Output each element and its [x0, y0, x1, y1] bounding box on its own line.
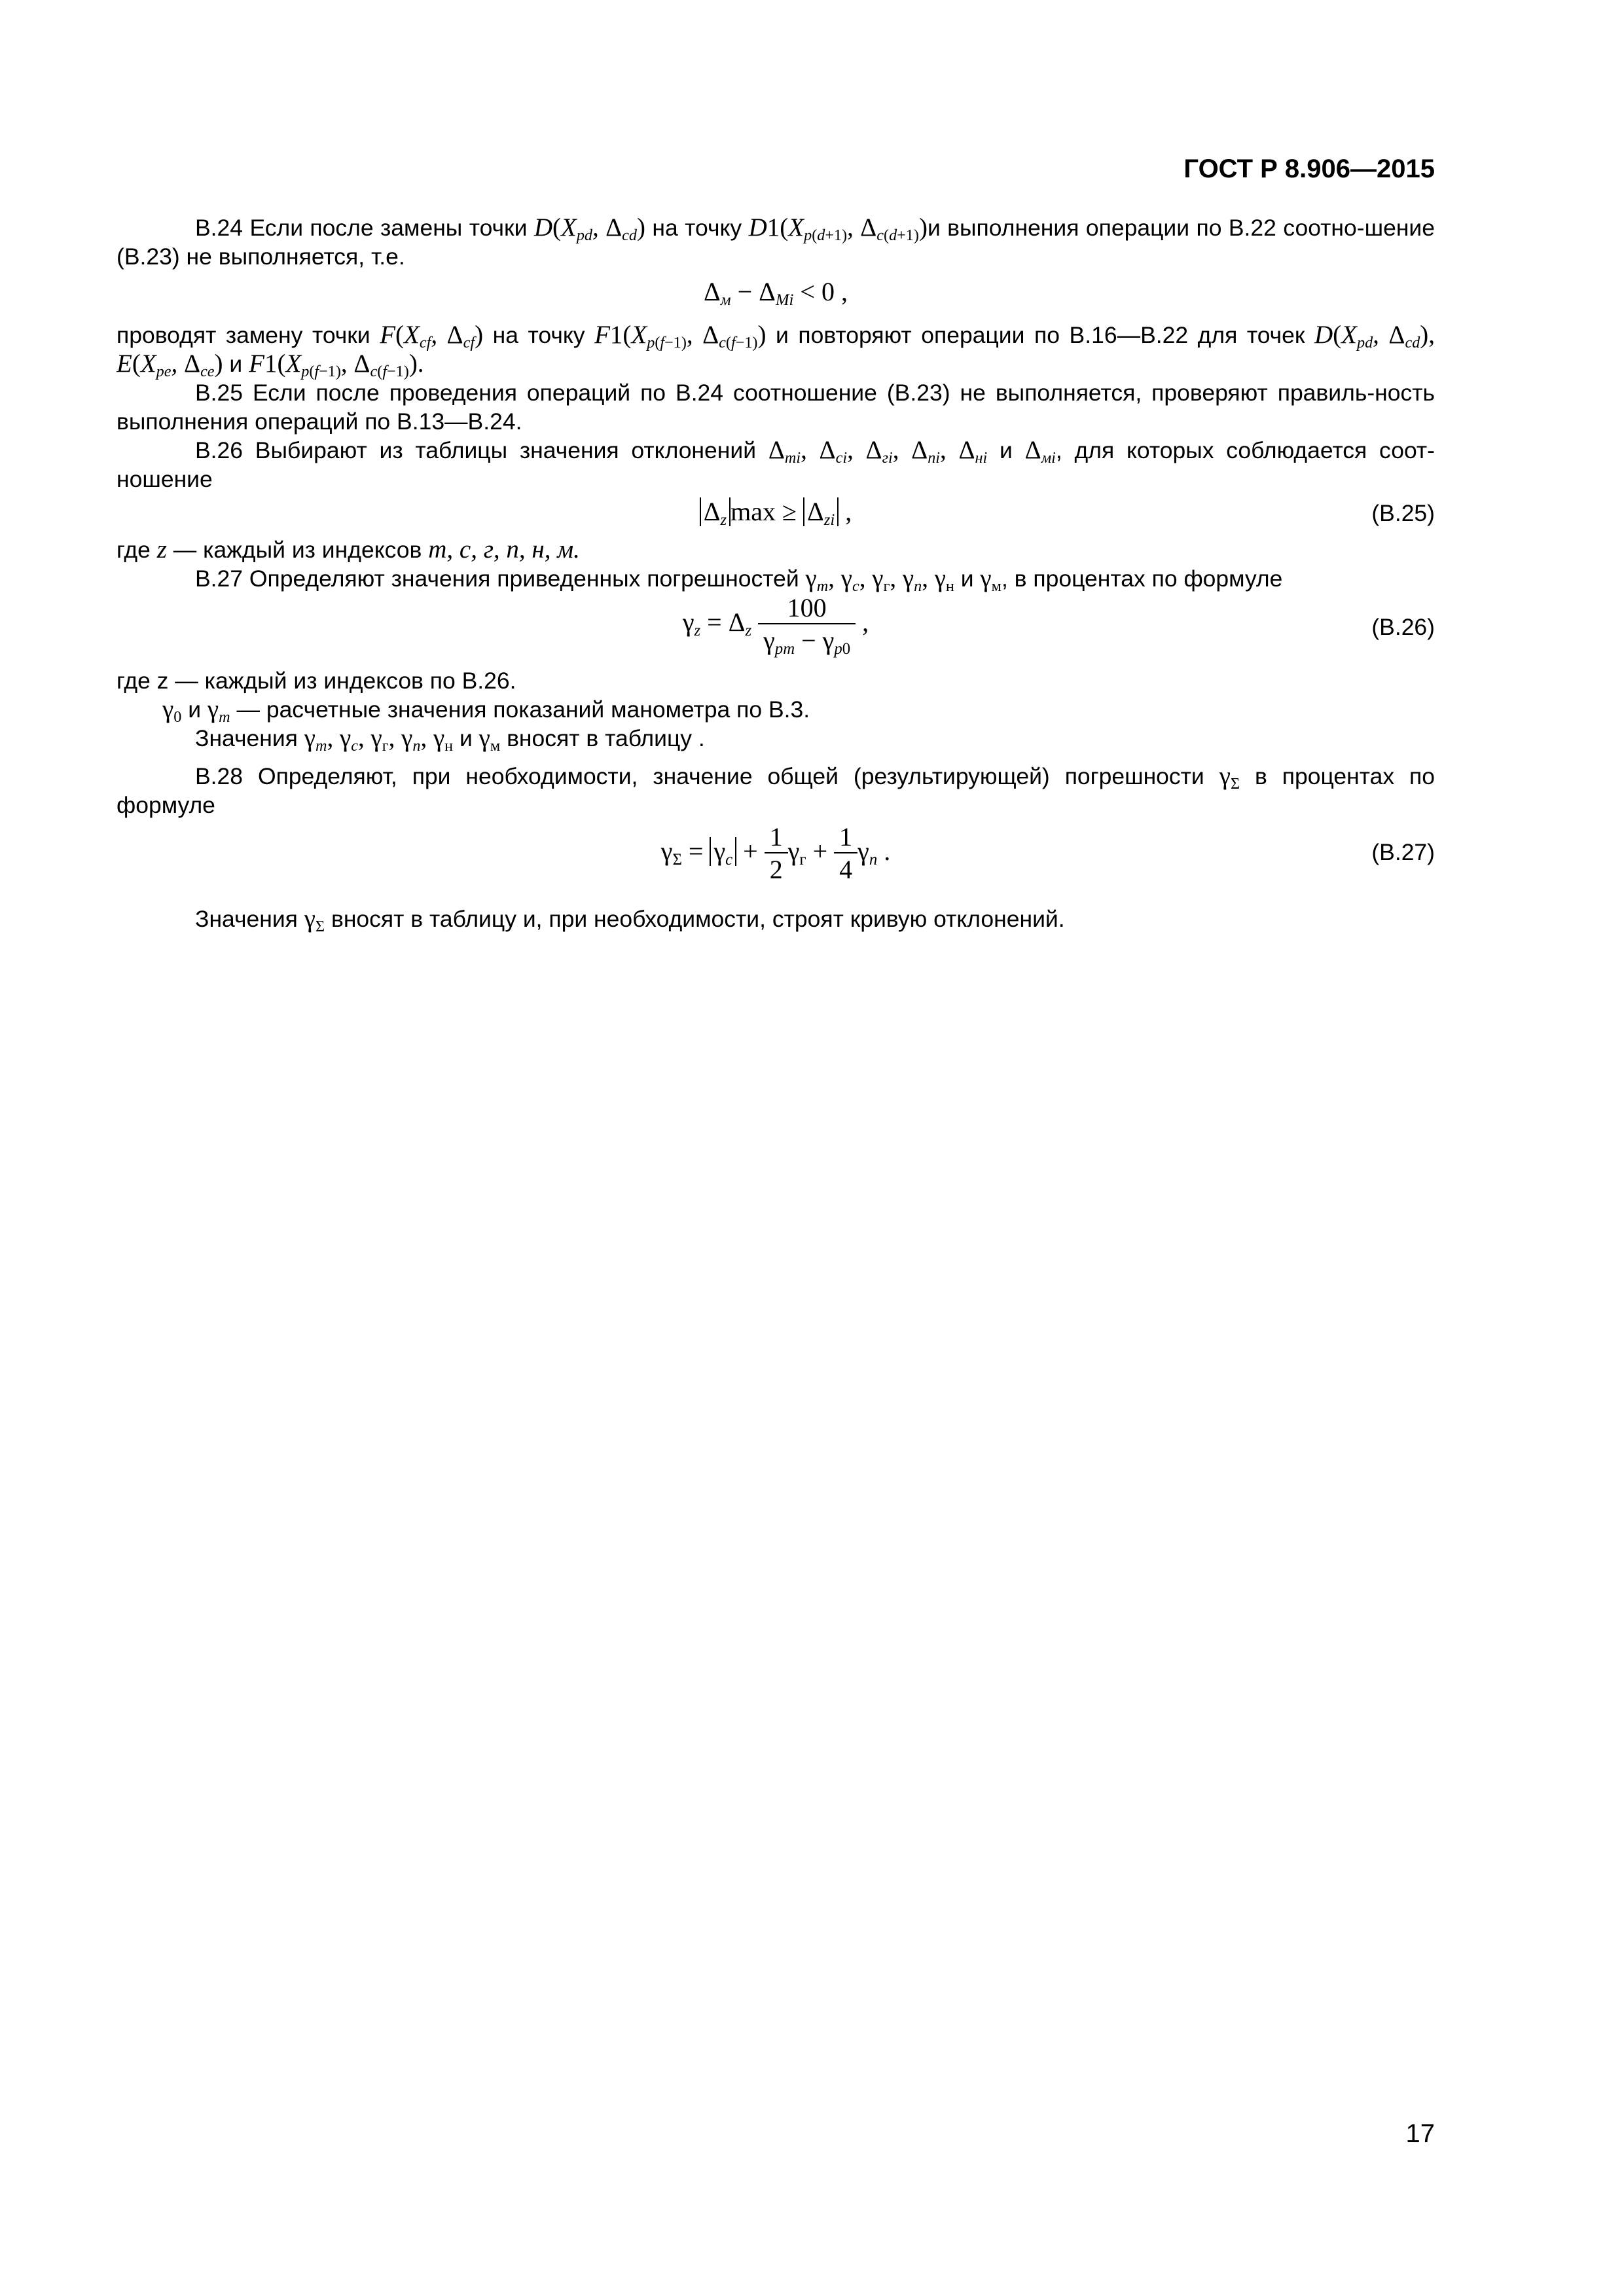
- final-values-line: Значения $\gamma_\Sigma$ вносят в таблицу и, при необходимости, строят кривую отклонений.: [195, 905, 1065, 935]
- equation-number-b27: (В.27): [1371, 839, 1435, 865]
- equation-number-b26: (В.26): [1371, 614, 1435, 640]
- formula-b25: $\Delta_z$ $\max \ge \Delta_{zi}$ , (В.25): [117, 493, 1435, 535]
- inequality-formula: $\Delta_м - \Delta_{Mi} < 0$ ,: [704, 277, 848, 309]
- values-to-table-line: Значения $\gamma_m$, $\gamma_c$, $\gamma_г$, $\gamma_n$, $\gamma_н$ и $\gamma_м$ вносят в таблицу .: [195, 724, 705, 755]
- paragraph-b27: В.27 Определяют значения приведенных погрешностей $\gamma_m$, $\gamma_c$, $\gamma_г$, $\gamma_n$, $\gamma_н$ и $\gamma_м$, в процентах по формуле: [195, 564, 1283, 595]
- equation-number-b25: (В.25): [1371, 500, 1435, 526]
- document-id-header: ГОСТ Р 8.906—2015: [1183, 154, 1435, 183]
- paragraph-b24-cont: проводят замену точки $F(X_{cf}$, $\Delta_{cf}$) на точку $F1(X_{p(f-1)}$, $\Delta_{c(f-1)}$) и повторяют операции по В.16—В.22 для точек $D(X_{pd}$, $\Delta_{cd}$), $E(X_{pe}$, $\Delta_{ce}$) и $F1(X_{p(f-1)}$, $\Delta_{c(f-1)}$).: [117, 321, 1435, 380]
- paragraph-b24: В.24 Если после замены точки $D(X_{pd}$, $\Delta_{cd}$) на точку $D1(X_{p(d+1)}$, $\Delta_{c(d+1)})и$ выполнения операции по В.22 соотно-шение (В.23) не выполняется, т.е.: [117, 213, 1435, 270]
- calc-values-line: $\gamma_0$ и $\gamma_m$ — расчетные значения показаний манометра по В.3.: [162, 695, 810, 726]
- where-clause-b27: где z — каждый из индексов по В.26.: [117, 668, 516, 694]
- formula-b27: $\gamma_\Sigma = \gamma_c$ + $\frac{1}{2}$ $\gamma_г$ + $\frac{1}{4}$ $\gamma_n$ . (В.27): [660, 822, 1435, 884]
- page-number: 17: [1405, 2119, 1435, 2148]
- paragraph-b25: В.25 Если после проведения операций по В.24 соотношение (В.23) не выполняется, проверяют правиль-ность выполнения операций по В.13—В.24.: [117, 380, 1435, 435]
- document-body: [117, 213, 1435, 933]
- paragraph-b26: В.26 Выбирают из таблицы значения отклонений $\Delta_{mi}$, $\Delta_{ci}$, $\Delta_{гi}$, $\Delta_{ni}$, $\Delta_{нi}$ и $\Delta_{мi}$, для которых соблюдается соот-ношение: [117, 436, 1435, 492]
- where-clause-b26: где z — каждый из индексов m, c, г, n, н, м.: [117, 535, 580, 564]
- paragraph-b28: В.28 Определяют, при необходимости, значение общей (результирующей) погрешности $\gamma_\Sigma$ в процентах по формуле: [117, 762, 1435, 818]
- formula-b26: $\gamma_z = \Delta_z$ $\frac{100}{\gamma_{pm} - \gamma_{p0}}$ , (В.26): [682, 593, 1435, 658]
